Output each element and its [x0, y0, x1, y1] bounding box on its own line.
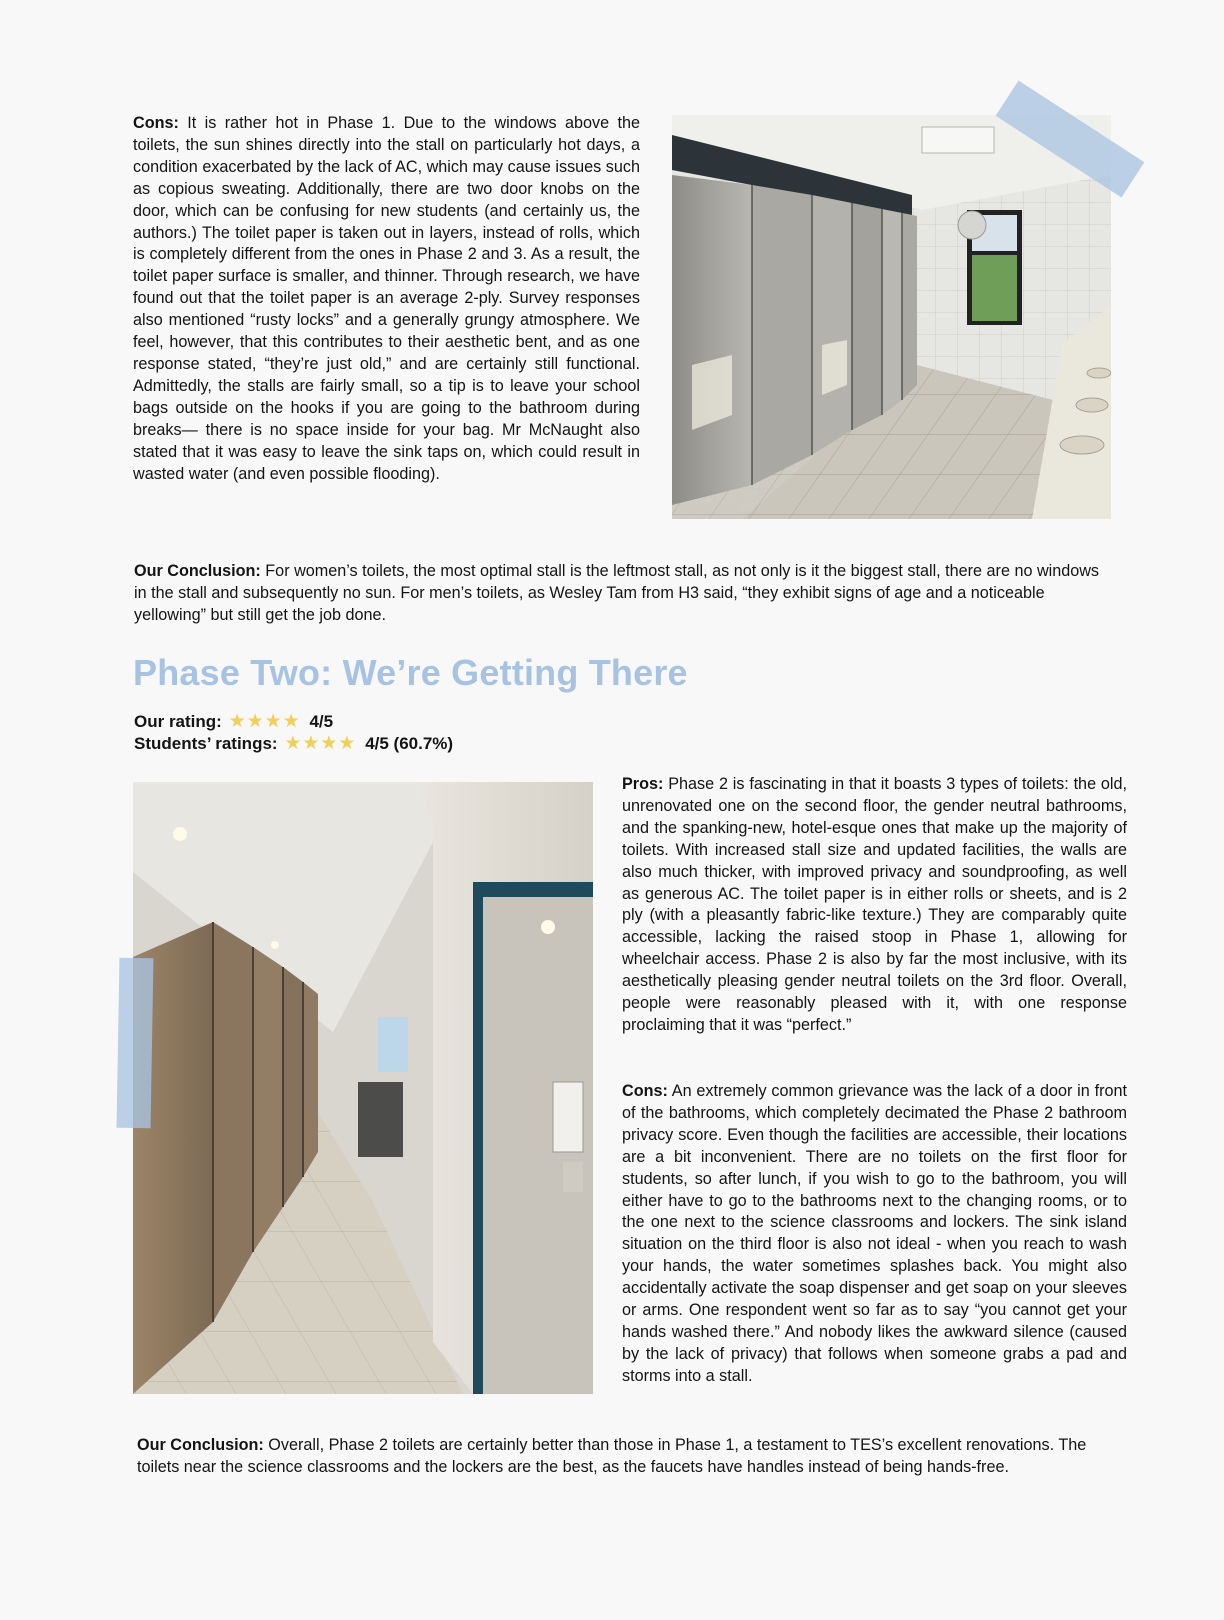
star-icon: ★★★★	[284, 733, 357, 754]
phase1-cons-paragraph	[133, 113, 640, 485]
phase2-conclusion	[137, 1434, 1112, 1478]
students-rating-value: 4/5 (60.7%)	[365, 734, 454, 753]
our-rating	[134, 710, 333, 733]
tape-decoration	[117, 958, 154, 1129]
phase2-cons-label: Cons:	[622, 1082, 668, 1100]
our-rating-label: Our rating:	[134, 712, 222, 731]
phase1-cons-text: It is rather hot in Phase 1. Due to the windows above the toilets, the sun shines directly into the stall on particularly hot days, a condition exacerbated by the lack of AC, which may cause issues such as copious sweating. Additionally, there are two door knobs on the door, which can be confusing for new students (and certainly us, the authors.) The toilet paper is taken out in layers, instead of rolls, which is completely different from the ones in Phase 2 and 3. As a result, the toilet paper surface is smaller, and thinner. Through research, we have found out that the toilet paper is an average 2-ply. Survey responses also mentioned “rusty locks” and a generally grungy atmosphere. We feel, however, that this contributes to their aesthetic bent, and as one response stated, “they’re just old,” and are certainly still functional. Admittedly, the stalls are fairly small, so a tip is to leave your school bags outside on the hooks if you are going to the bathroom during breaks— there is no space inside for your bag. Mr McNaught also stated that it was easy to leave the sink taps on, which could result in wasted water (and even possible flooding).	[133, 114, 640, 483]
phase2-cons-text: An extremely common grievance was the lack of a door in front of the bathrooms, which completely decimated the Phase 2 bathroom privacy score. Even though the facilities are accessible, their locations are a bit inconvenient. There are no toilets on the first floor for students, so after lunch, if you wish to go to the bathroom, you will either have to go to the bathrooms next to the changing rooms, or to the one next to the science classrooms and lockers. The sink island situation on the third floor is also not ideal - when you reach to wash your hands, the water sometimes splashes back. You might also accidentally activate the soap dispenser and get soap on your sleeves or arms. One respondent went so far as to say “you cannot get your hands washed there.” And nobody likes the awkward silence (caused by the lack of privacy) that follows when someone grabs a pad and storms into a stall.	[622, 1082, 1127, 1385]
students-rating-label: Students’ ratings:	[134, 734, 278, 753]
our-rating-value: 4/5	[309, 712, 334, 731]
phase2-conclusion-text: Overall, Phase 2 toilets are certainly better than those in Phase 1, a testament to TES’s excellent renovations. The toilets near the science classrooms and the lockers are the best, as the faucets have handles instead of being hands-free.	[137, 1436, 1087, 1476]
star-icon: ★★★★	[228, 711, 301, 732]
phase2-pros-label: Pros:	[622, 775, 664, 793]
phase1-conclusion-label: Our Conclusion:	[134, 562, 261, 580]
phase1-cons-label: Cons:	[133, 114, 179, 132]
phase2-pros-text: Phase 2 is fascinating in that it boasts 3 types of toilets: the old, unrenovated one on the second floor, the gender neutral bathrooms, and the spanking-new, hotel-esque ones that make up the majority of toilets. With increased stall size and updated facilities, the walls are also much thicker, with improved privacy and soundproofing, as well as generous AC. The toilet paper is in either rolls or sheets, and is 2 ply (with a pleasantly fabric-like texture.) They are comparably quite accessible, lacking the raised stoop in Phase 1, allowing for wheelchair access. Phase 2 is also by far the most inclusive, with its aesthetically pleasing gender neutral toilets on the 3rd floor. Overall, people were reasonably pleased with it, with one response proclaiming that it was “perfect.”	[622, 775, 1127, 1034]
phase2-bathroom-photo	[133, 782, 593, 1394]
phase2-conclusion-label: Our Conclusion:	[137, 1436, 264, 1454]
phase2-pros-paragraph	[622, 774, 1127, 1037]
phase1-conclusion-text: For women’s toilets, the most optimal stall is the leftmost stall, as not only is it the biggest stall, there are no windows in the stall and subsequently no sun. For men’s toilets, as Wesley Tam from H3 said, “they exhibit signs of age and a noticeable yellowing” but still get the job done.	[134, 562, 1100, 624]
phase2-cons-paragraph	[622, 1081, 1127, 1388]
phase1-conclusion	[134, 560, 1104, 626]
phase1-bathroom-photo	[672, 115, 1111, 519]
students-rating	[134, 732, 453, 755]
phase2-heading: Phase Two: We’re Getting There	[133, 652, 688, 693]
